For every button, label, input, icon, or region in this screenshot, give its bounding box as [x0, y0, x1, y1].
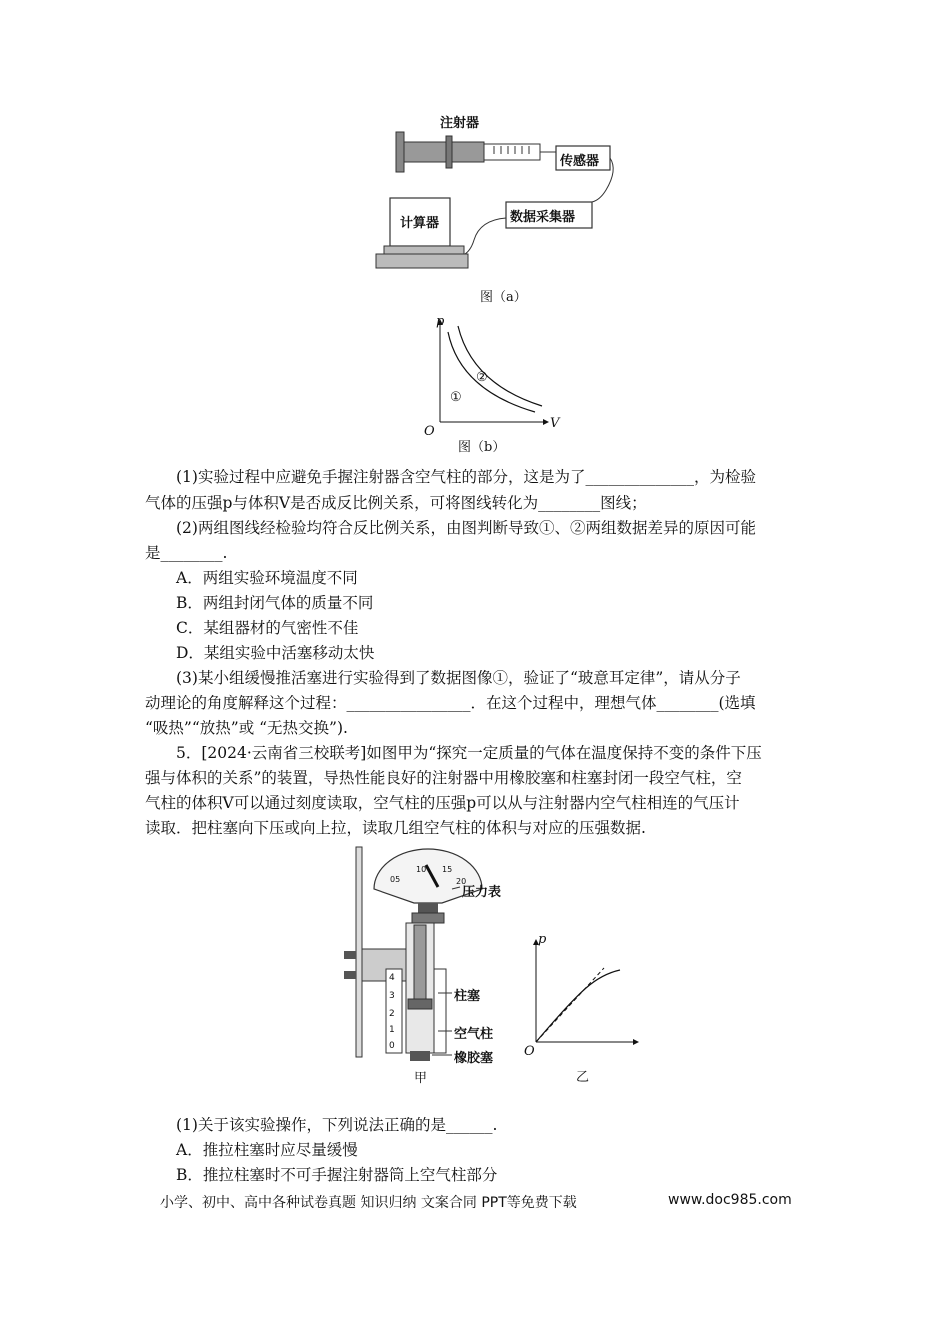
curve-2-label: ② [476, 370, 488, 385]
scale-3: 3 [389, 991, 395, 1001]
figure-yi [520, 930, 645, 1085]
footer [160, 1190, 800, 1214]
q5-option-b: B．推拉柱塞时不可手握注射器筒上空气柱部分 [176, 1166, 498, 1184]
q4-line-8: (3)某小组缓慢推活塞进行实验得到了数据图像①，验证了“玻意耳定律”，请从分子 [176, 669, 741, 687]
sensor-label: 传感器 [560, 154, 600, 169]
scale-0: 0 [389, 1041, 395, 1051]
q4-line-2: (2)两组图线经检验均符合反比例关系，由图判断导致①、②两组数据差异的原因可能 [176, 519, 756, 537]
figure-jia [330, 845, 520, 1085]
q4-line-9: 动理论的角度解释这个过程：________________．在这个过程中，理想气体________(选填 [145, 694, 756, 712]
curve-2 [458, 326, 542, 406]
v-axis-label: V [550, 416, 560, 431]
figure-b-caption: 图（b） [458, 440, 506, 455]
curve-1-label: ① [450, 390, 462, 405]
q5-line-3: 读取．把柱塞向下压或向上拉，读取几组空气柱的体积与对应的压强数据. [145, 819, 646, 837]
q5-line-0: 5．[2024·云南省三校联考]如图甲为“探究一定质量的气体在温度保持不变的条件下压 [176, 744, 762, 762]
q5-line-2: 气柱的体积V可以通过刻度读取，空气柱的压强p可以从与注射器内空气柱相连的气压计 [145, 794, 740, 812]
q4-line-0: (1)实验过程中应避免手握注射器含空气柱的部分，这是为了______________，为检验 [176, 468, 756, 486]
syringe-label: 注射器 [440, 116, 480, 131]
p-v-curve [536, 970, 620, 1042]
p-axis-label: p [436, 314, 445, 329]
scale-4: 4 [389, 973, 395, 983]
plunger-label: 柱塞 [454, 989, 481, 1004]
q4-option-c: C．某组器材的气密性不佳 [176, 619, 359, 637]
figure-b [420, 312, 570, 457]
dial-15: 15 [442, 865, 453, 874]
scale-1: 1 [389, 1025, 395, 1035]
q4-line-1: 气体的压强p与体积V是否成反比例关系，可将图线转化为________图线； [145, 494, 647, 512]
origin-label: O [424, 424, 435, 439]
dial-20: 20 [456, 877, 467, 886]
gauge-label: 压力表 [462, 885, 502, 900]
q4-line-10: “吸热”“放热”或 “无热交换”). [145, 719, 348, 737]
rubber-stopper-label: 橡胶塞 [454, 1051, 494, 1066]
q4-option-d: D．某组实验中活塞移动太快 [176, 644, 375, 662]
q4-option-b: B．两组封闭气体的质量不同 [176, 594, 374, 612]
figure-yi-drawing [520, 930, 645, 1085]
footer-left: 小学、初中、高中各种试卷真题 知识归纳 文案合同 PPT等免费下载 [160, 1195, 577, 1211]
air-column-label: 空气柱 [454, 1027, 494, 1042]
q5-sub-line-0: (1)关于该实验操作，下列说法正确的是______. [176, 1116, 498, 1134]
scale-2: 2 [389, 1009, 395, 1019]
origin-yi-label: O [524, 1044, 535, 1059]
figure-a-caption: 图（a） [480, 290, 527, 305]
computer-label: 计算器 [400, 216, 440, 231]
q4-line-3: 是________. [145, 544, 228, 562]
collector-label: 数据采集器 [510, 210, 576, 225]
footer-link[interactable]: www.doc985.com [668, 1192, 792, 1208]
figure-jia-caption: 甲 [414, 1071, 428, 1086]
p-axis-yi-label: p [538, 932, 547, 947]
figure-a [370, 110, 630, 310]
dial-05: 05 [390, 875, 401, 884]
figure-a-drawing [370, 110, 630, 310]
q5-option-a: A．推拉柱塞时应尽量缓慢 [176, 1141, 358, 1159]
figure-yi-caption: 乙 [576, 1070, 590, 1085]
q4-option-a: A．两组实验环境温度不同 [176, 569, 358, 587]
q5-line-1: 强与体积的关系”的装置，导热性能良好的注射器中用橡胶塞和柱塞封闭一段空气柱，空 [145, 769, 742, 787]
dial-10: 10 [416, 865, 427, 874]
